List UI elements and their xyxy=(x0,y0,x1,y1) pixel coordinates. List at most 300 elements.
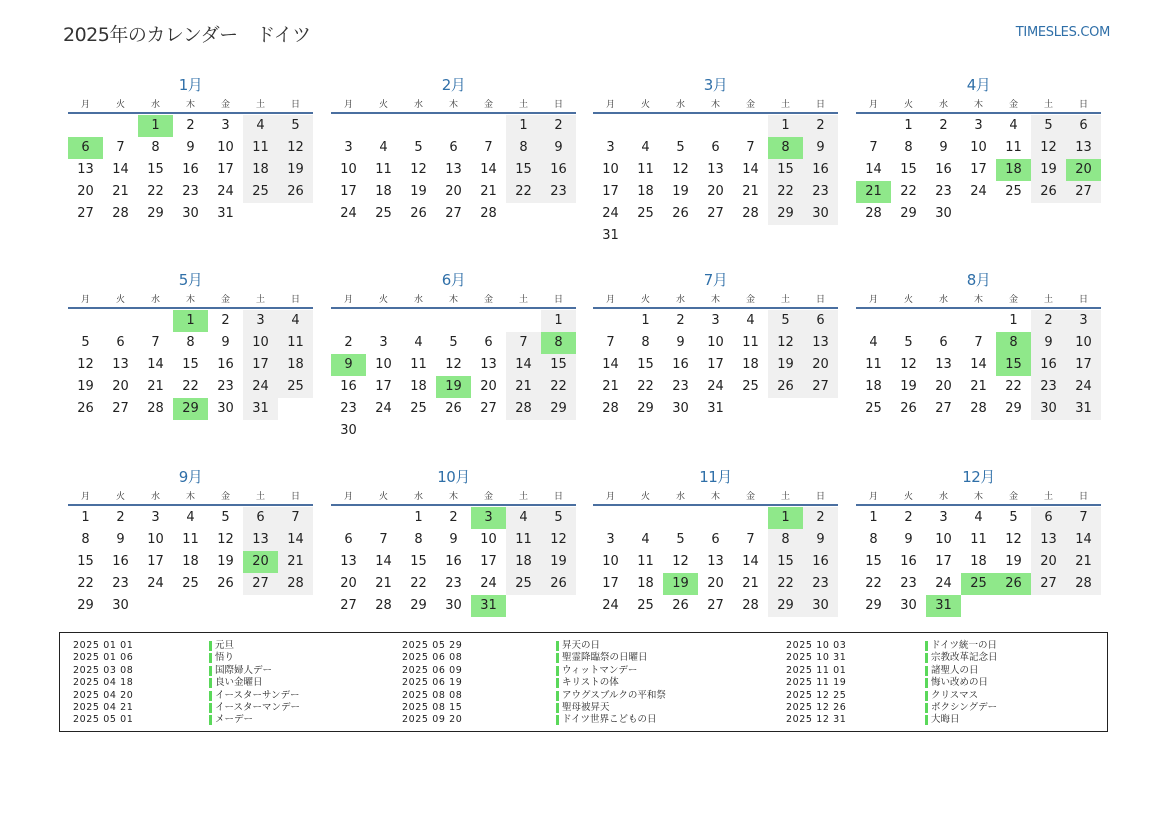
weekday-label: 月 xyxy=(868,100,878,110)
day-cell: 7 xyxy=(746,140,755,155)
month-calendar xyxy=(593,467,838,617)
day-cell: 24 xyxy=(1066,376,1101,398)
day-cell: 8 xyxy=(869,532,878,547)
day-cell: 18 xyxy=(742,357,759,372)
day-cell: 15 xyxy=(147,162,164,177)
day-cell: 31 xyxy=(1066,398,1101,420)
weekday-label: 日 xyxy=(290,295,300,305)
day-cell: 3 xyxy=(974,118,983,133)
day-cell: 10 xyxy=(243,332,278,354)
holiday-day-cell: 31 xyxy=(471,595,506,617)
holiday-marker xyxy=(556,641,559,651)
day-cell: 12 xyxy=(672,162,689,177)
empty-cell xyxy=(103,310,138,332)
day-cell: 5 xyxy=(676,532,685,547)
day-cell: 12 xyxy=(1005,532,1022,547)
day-cell: 18 xyxy=(637,184,654,199)
day-cell: 16 xyxy=(182,162,199,177)
day-cell: 26 xyxy=(278,181,313,203)
holiday-day-cell: 8 xyxy=(541,332,576,354)
day-cell: 21 xyxy=(1066,551,1101,573)
weekday-label: 木 xyxy=(185,100,195,110)
holiday-name: 悔い改めの日 xyxy=(931,677,989,689)
weekday-label: 水 xyxy=(413,295,423,305)
holiday-row xyxy=(786,665,1111,677)
day-cell: 28 xyxy=(970,401,987,416)
day-cell: 20 xyxy=(480,379,497,394)
day-cell: 2 xyxy=(344,335,353,350)
day-cell: 27 xyxy=(445,206,462,221)
day-cell: 18 xyxy=(182,554,199,569)
day-cell: 17 xyxy=(243,354,278,376)
holiday-name: 諸聖人の日 xyxy=(931,664,979,676)
holiday-row xyxy=(402,677,742,689)
day-cell: 10 xyxy=(707,335,724,350)
day-cell: 22 xyxy=(147,184,164,199)
day-cell: 15 xyxy=(77,554,94,569)
holiday-date: 2025 12 26 xyxy=(786,701,847,713)
day-cell: 5 xyxy=(414,140,423,155)
holiday-row xyxy=(73,665,395,677)
weekday-label: 水 xyxy=(675,295,685,305)
day-cell: 4 xyxy=(414,335,423,350)
holiday-marker xyxy=(925,715,928,725)
holiday-row xyxy=(402,690,742,702)
holiday-date: 2025 12 25 xyxy=(786,689,847,701)
day-cell: 17 xyxy=(935,554,952,569)
weekday-label: 水 xyxy=(938,295,948,305)
day-cell: 9 xyxy=(803,529,838,551)
day-cell: 13 xyxy=(1066,137,1101,159)
day-cell: 1 xyxy=(414,510,423,525)
weekday-label: 火 xyxy=(903,100,913,110)
day-cell: 15 xyxy=(768,551,803,573)
weekday-label: 日 xyxy=(1078,492,1088,502)
day-cell: 13 xyxy=(1031,529,1066,551)
empty-cell xyxy=(663,507,698,529)
day-cell: 28 xyxy=(147,401,164,416)
holiday-day-cell: 21 xyxy=(856,181,891,203)
day-cell: 28 xyxy=(506,398,541,420)
day-cell: 27 xyxy=(243,573,278,595)
holiday-date: 2025 10 31 xyxy=(786,652,847,664)
empty-cell xyxy=(926,310,961,332)
holiday-name: 良い金曜日 xyxy=(215,677,263,689)
weekday-label: 金 xyxy=(220,492,230,502)
day-cell: 14 xyxy=(865,162,882,177)
day-cell: 14 xyxy=(742,162,759,177)
month-calendar xyxy=(856,270,1101,420)
day-grid xyxy=(856,114,1101,225)
day-grid xyxy=(331,506,576,617)
day-cell: 27 xyxy=(77,206,94,221)
day-cell: 27 xyxy=(340,598,357,613)
holiday-row xyxy=(786,702,1111,714)
weekday-label: 木 xyxy=(448,295,458,305)
day-cell: 11 xyxy=(637,554,654,569)
day-cell: 22 xyxy=(410,576,427,591)
weekday-label: 水 xyxy=(675,492,685,502)
day-cell: 19 xyxy=(900,379,917,394)
day-cell: 23 xyxy=(900,576,917,591)
month-calendar xyxy=(856,75,1101,225)
day-cell: 22 xyxy=(768,573,803,595)
day-cell: 4 xyxy=(379,140,388,155)
day-cell: 17 xyxy=(602,184,619,199)
empty-cell xyxy=(663,115,698,137)
day-cell: 28 xyxy=(1066,573,1101,595)
day-cell: 13 xyxy=(707,554,724,569)
day-cell: 12 xyxy=(900,357,917,372)
day-cell: 3 xyxy=(243,310,278,332)
day-cell: 6 xyxy=(484,335,493,350)
day-cell: 5 xyxy=(1031,115,1066,137)
day-cell: 9 xyxy=(116,532,125,547)
day-cell: 26 xyxy=(672,598,689,613)
weekday-label: 月 xyxy=(605,100,615,110)
holiday-name: キリストの体 xyxy=(562,677,619,689)
day-cell: 11 xyxy=(637,162,654,177)
day-cell: 29 xyxy=(768,203,803,225)
empty-cell xyxy=(331,310,366,332)
month-calendar xyxy=(593,75,838,247)
day-cell: 7 xyxy=(484,140,493,155)
day-cell: 24 xyxy=(480,576,497,591)
day-cell: 12 xyxy=(1031,137,1066,159)
day-cell: 15 xyxy=(865,554,882,569)
day-cell: 28 xyxy=(742,598,759,613)
day-cell: 17 xyxy=(970,162,987,177)
holiday-list xyxy=(59,632,1108,732)
weekday-header xyxy=(593,487,838,506)
day-cell: 25 xyxy=(637,206,654,221)
holiday-name: 元旦 xyxy=(215,640,235,651)
day-cell: 16 xyxy=(112,554,129,569)
day-grid xyxy=(856,309,1101,420)
holiday-day-cell: 15 xyxy=(996,354,1031,376)
day-cell: 5 xyxy=(221,510,230,525)
day-cell: 27 xyxy=(935,401,952,416)
day-cell: 2 xyxy=(803,507,838,529)
month-calendar xyxy=(68,270,313,420)
day-cell: 27 xyxy=(707,206,724,221)
day-cell: 7 xyxy=(379,532,388,547)
day-cell: 28 xyxy=(112,206,129,221)
holiday-row xyxy=(786,652,1111,664)
day-cell: 20 xyxy=(803,354,838,376)
day-cell: 27 xyxy=(480,401,497,416)
day-cell: 13 xyxy=(707,162,724,177)
day-cell: 4 xyxy=(641,532,650,547)
weekday-label: 水 xyxy=(413,100,423,110)
weekday-label: 火 xyxy=(378,492,388,502)
holiday-day-cell: 20 xyxy=(1066,159,1101,181)
weekday-label: 土 xyxy=(518,492,528,502)
weekday-label: 火 xyxy=(640,295,650,305)
month-calendar xyxy=(331,75,576,225)
day-cell: 23 xyxy=(935,184,952,199)
weekday-label: 月 xyxy=(605,295,615,305)
day-cell: 28 xyxy=(865,206,882,221)
day-cell: 10 xyxy=(375,357,392,372)
day-cell: 2 xyxy=(939,118,948,133)
weekday-label: 木 xyxy=(710,100,720,110)
day-cell: 27 xyxy=(803,376,838,398)
holiday-date: 2025 04 21 xyxy=(73,701,134,713)
holiday-marker xyxy=(556,666,559,676)
weekday-label: 日 xyxy=(290,492,300,502)
day-cell: 30 xyxy=(935,206,952,221)
weekday-label: 金 xyxy=(483,295,493,305)
day-cell: 30 xyxy=(803,203,838,225)
empty-cell xyxy=(506,310,541,332)
day-cell: 14 xyxy=(480,162,497,177)
month-name: 11月 xyxy=(699,468,732,486)
month-calendar xyxy=(68,467,313,617)
day-cell: 23 xyxy=(217,379,234,394)
weekday-label: 水 xyxy=(150,492,160,502)
day-cell: 21 xyxy=(742,184,759,199)
holiday-marker xyxy=(925,691,928,701)
holiday-row xyxy=(73,652,395,664)
day-cell: 21 xyxy=(970,379,987,394)
holiday-day-cell: 19 xyxy=(663,573,698,595)
day-cell: 14 xyxy=(970,357,987,372)
day-cell: 3 xyxy=(221,118,230,133)
day-cell: 28 xyxy=(742,206,759,221)
day-cell: 13 xyxy=(445,162,462,177)
day-cell: 21 xyxy=(147,379,164,394)
holiday-day-cell: 29 xyxy=(173,398,208,420)
day-grid xyxy=(68,114,313,225)
day-cell: 23 xyxy=(803,181,838,203)
day-cell: 7 xyxy=(606,335,615,350)
day-cell: 2 xyxy=(904,510,913,525)
day-cell: 2 xyxy=(116,510,125,525)
holiday-date: 2025 11 01 xyxy=(786,664,847,676)
day-cell: 23 xyxy=(672,379,689,394)
weekday-header xyxy=(593,290,838,309)
holiday-marker xyxy=(925,641,928,651)
day-cell: 12 xyxy=(77,357,94,372)
day-cell: 18 xyxy=(506,551,541,573)
day-cell: 26 xyxy=(672,206,689,221)
day-cell: 4 xyxy=(746,313,755,328)
day-cell: 29 xyxy=(77,598,94,613)
weekday-label: 金 xyxy=(1008,492,1018,502)
day-cell: 12 xyxy=(217,532,234,547)
holiday-day-cell: 25 xyxy=(961,573,996,595)
weekday-label: 日 xyxy=(815,295,825,305)
day-cell: 25 xyxy=(410,401,427,416)
holiday-marker xyxy=(209,715,212,725)
day-cell: 29 xyxy=(147,206,164,221)
holiday-name: メーデー xyxy=(215,714,254,726)
holiday-day-cell: 3 xyxy=(471,507,506,529)
day-cell: 29 xyxy=(865,598,882,613)
holiday-date: 2025 05 01 xyxy=(73,714,134,726)
day-cell: 10 xyxy=(602,162,619,177)
day-cell: 7 xyxy=(1066,507,1101,529)
day-cell: 22 xyxy=(506,181,541,203)
day-cell: 31 xyxy=(217,206,234,221)
day-cell: 26 xyxy=(445,401,462,416)
day-cell: 8 xyxy=(151,140,160,155)
day-cell: 10 xyxy=(340,162,357,177)
empty-cell xyxy=(366,115,401,137)
day-cell: 24 xyxy=(340,206,357,221)
weekday-label: 土 xyxy=(255,492,265,502)
day-cell: 2 xyxy=(1031,310,1066,332)
day-cell: 30 xyxy=(112,598,129,613)
holiday-date: 2025 06 08 xyxy=(402,652,463,664)
empty-cell xyxy=(593,115,628,137)
day-cell: 29 xyxy=(900,206,917,221)
weekday-label: 金 xyxy=(1008,100,1018,110)
holiday-marker xyxy=(556,678,559,688)
day-cell: 14 xyxy=(506,354,541,376)
day-cell: 10 xyxy=(970,140,987,155)
day-cell: 19 xyxy=(1031,159,1066,181)
day-cell: 7 xyxy=(869,140,878,155)
day-cell: 24 xyxy=(970,184,987,199)
empty-cell xyxy=(733,507,768,529)
day-cell: 9 xyxy=(939,140,948,155)
holiday-date: 2025 05 29 xyxy=(402,640,463,651)
holiday-row xyxy=(73,640,395,652)
day-cell: 9 xyxy=(904,532,913,547)
weekday-label: 金 xyxy=(745,295,755,305)
day-cell: 22 xyxy=(768,181,803,203)
day-cell: 24 xyxy=(602,598,619,613)
holiday-marker xyxy=(925,703,928,713)
day-cell: 17 xyxy=(147,554,164,569)
day-cell: 14 xyxy=(742,554,759,569)
day-cell: 23 xyxy=(182,184,199,199)
day-cell: 4 xyxy=(1009,118,1018,133)
month-name: 12月 xyxy=(962,468,995,486)
day-cell: 8 xyxy=(768,529,803,551)
day-cell: 29 xyxy=(768,595,803,617)
day-cell: 16 xyxy=(217,357,234,372)
day-cell: 31 xyxy=(243,398,278,420)
holiday-column xyxy=(786,640,1111,727)
day-cell: 17 xyxy=(340,184,357,199)
weekday-header xyxy=(331,95,576,114)
day-cell: 9 xyxy=(449,532,458,547)
weekday-label: 水 xyxy=(413,492,423,502)
day-cell: 8 xyxy=(81,532,90,547)
day-cell: 11 xyxy=(182,532,199,547)
day-cell: 5 xyxy=(1009,510,1018,525)
weekday-header xyxy=(856,487,1101,506)
empty-cell xyxy=(698,507,733,529)
holiday-column xyxy=(402,640,742,727)
day-cell: 6 xyxy=(939,335,948,350)
day-cell: 27 xyxy=(112,401,129,416)
day-cell: 7 xyxy=(974,335,983,350)
weekday-label: 火 xyxy=(115,492,125,502)
day-cell: 22 xyxy=(900,184,917,199)
holiday-day-cell: 1 xyxy=(768,507,803,529)
day-cell: 6 xyxy=(344,532,353,547)
day-grid xyxy=(593,309,838,420)
day-cell: 10 xyxy=(1066,332,1101,354)
holiday-date: 2025 06 19 xyxy=(402,677,463,689)
holiday-name: 聖霊降臨祭の日曜日 xyxy=(562,652,648,664)
empty-cell xyxy=(961,310,996,332)
empty-cell xyxy=(471,115,506,137)
holiday-marker xyxy=(556,653,559,663)
weekday-label: 水 xyxy=(675,100,685,110)
month-name: 4月 xyxy=(966,76,991,94)
day-cell: 16 xyxy=(803,159,838,181)
day-cell: 7 xyxy=(151,335,160,350)
day-cell: 7 xyxy=(506,332,541,354)
empty-cell xyxy=(138,310,173,332)
weekday-label: 金 xyxy=(483,100,493,110)
day-cell: 12 xyxy=(445,357,462,372)
day-cell: 14 xyxy=(278,529,313,551)
month-name: 9月 xyxy=(178,468,203,486)
weekday-label: 日 xyxy=(1078,295,1088,305)
holiday-day-cell: 8 xyxy=(768,137,803,159)
holiday-day-cell: 19 xyxy=(436,376,471,398)
day-cell: 19 xyxy=(410,184,427,199)
weekday-label: 土 xyxy=(255,100,265,110)
holiday-row xyxy=(402,665,742,677)
day-cell: 16 xyxy=(340,379,357,394)
day-cell: 1 xyxy=(81,510,90,525)
site-link[interactable]: TIMESLES.COM xyxy=(1015,25,1110,40)
day-cell: 5 xyxy=(449,335,458,350)
day-cell: 9 xyxy=(676,335,685,350)
day-cell: 11 xyxy=(278,332,313,354)
day-cell: 9 xyxy=(803,137,838,159)
day-cell: 24 xyxy=(243,376,278,398)
day-cell: 19 xyxy=(217,554,234,569)
weekday-header xyxy=(68,487,313,506)
day-cell: 6 xyxy=(1066,115,1101,137)
day-cell: 25 xyxy=(243,181,278,203)
day-cell: 3 xyxy=(151,510,160,525)
day-cell: 25 xyxy=(637,598,654,613)
holiday-name: ウィットマンデー xyxy=(562,664,638,676)
weekday-label: 金 xyxy=(745,492,755,502)
day-cell: 18 xyxy=(278,354,313,376)
day-grid xyxy=(856,506,1101,617)
month-name: 6月 xyxy=(441,271,466,289)
day-cell: 15 xyxy=(410,554,427,569)
weekday-label: 火 xyxy=(115,295,125,305)
empty-cell xyxy=(593,310,628,332)
holiday-date: 2025 01 01 xyxy=(73,640,134,651)
month-name: 5月 xyxy=(178,271,203,289)
weekday-label: 火 xyxy=(115,100,125,110)
weekday-label: 月 xyxy=(605,492,615,502)
empty-cell xyxy=(628,507,663,529)
day-cell: 12 xyxy=(768,332,803,354)
day-cell: 18 xyxy=(637,576,654,591)
day-cell: 2 xyxy=(449,510,458,525)
weekday-label: 火 xyxy=(903,492,913,502)
empty-cell xyxy=(401,115,436,137)
weekday-label: 木 xyxy=(710,492,720,502)
day-cell: 25 xyxy=(742,379,759,394)
day-cell: 19 xyxy=(672,184,689,199)
month-name: 8月 xyxy=(966,271,991,289)
day-grid xyxy=(331,309,576,442)
